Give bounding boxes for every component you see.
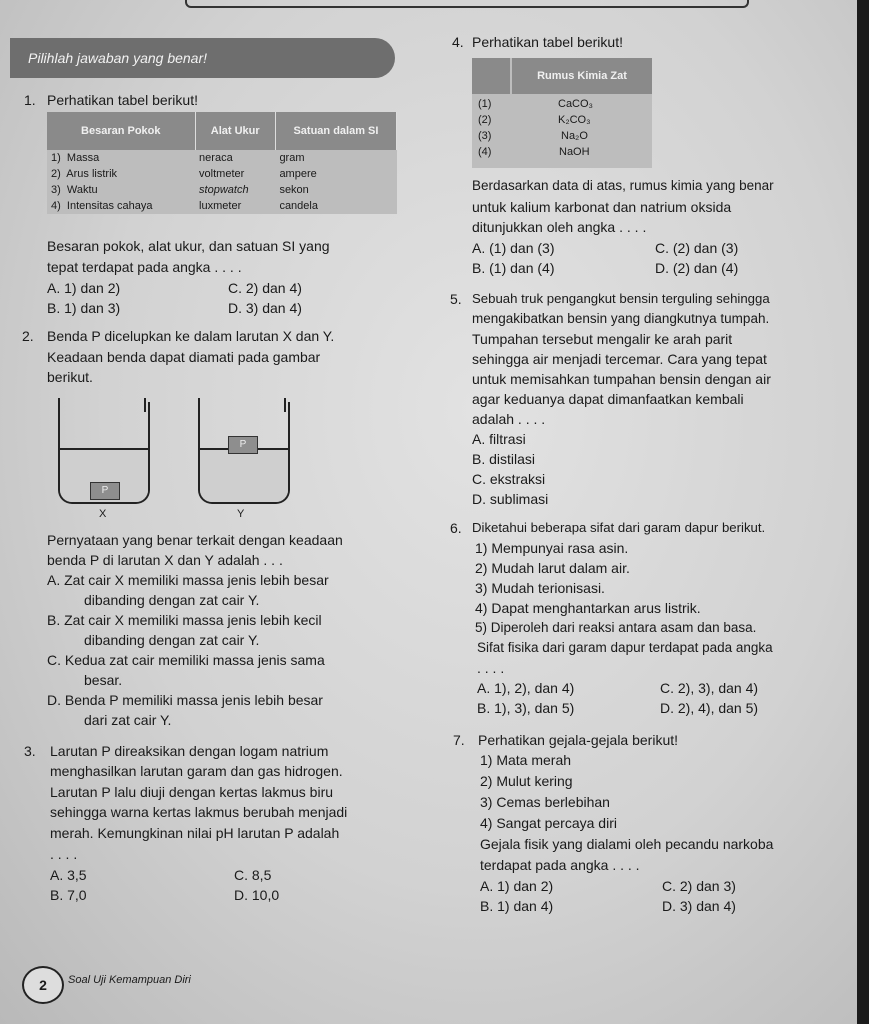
row-quantity: Waktu xyxy=(66,184,98,196)
table-row xyxy=(47,182,397,198)
row-num: 2) xyxy=(51,168,61,180)
q4-option-c[interactable]: C. (2) dan (3) xyxy=(655,240,739,256)
q3-number: 3. xyxy=(24,743,36,759)
q4-row-num-3: (3) xyxy=(478,130,492,142)
beaker-x-label: X xyxy=(99,508,107,520)
q6-item-4: 4) Dapat menghantarkan arus listrik. xyxy=(475,600,701,616)
q6-line-2: Sifat fisika dari garam dapur terdapat pada angka xyxy=(477,640,773,655)
q5-line-6: agar keduanya dapat dimanfaatkan kembali xyxy=(472,391,744,407)
q1-stem-1: Besaran pokok, alat ukur, dan satuan SI yang xyxy=(47,238,330,254)
row-quantity: Intensitas cahaya xyxy=(66,200,153,212)
q3-line-2: menghasilkan larutan garam dan gas hidrogen. xyxy=(50,763,343,779)
q7-item-1: 1) Mata merah xyxy=(480,752,572,768)
q7-number: 7. xyxy=(453,732,465,748)
q2-option-a-cont: dibanding dengan zat cair Y. xyxy=(84,592,260,608)
q6-option-a[interactable]: A. 1), 2), dan 4) xyxy=(477,680,575,696)
q2-option-b[interactable]: B. Zat cair X memiliki massa jenis lebih kecil xyxy=(47,612,322,628)
row-quantity: Arus listrik xyxy=(66,168,118,180)
q1-option-d[interactable]: D. 3) dan 4) xyxy=(228,300,302,316)
q2-number: 2. xyxy=(22,328,34,344)
q4-line-1: Berdasarkan data di atas, rumus kimia yang benar xyxy=(472,178,774,193)
q4-row-formula-3: Na₂O xyxy=(561,130,588,142)
q7-option-a[interactable]: A. 1) dan 2) xyxy=(480,878,554,894)
q2-option-c-cont: besar. xyxy=(84,672,123,688)
q6-item-3: 3) Mudah terionisasi. xyxy=(475,580,605,596)
q1-th-2: Alat Ukur xyxy=(195,112,275,150)
q2-option-b-cont: dibanding dengan zat cair Y. xyxy=(84,632,260,648)
row-num: 1) xyxy=(51,152,61,164)
q6-option-d[interactable]: D. 2), 4), dan 5) xyxy=(660,700,759,716)
q1-th-1: Besaran Pokok xyxy=(47,112,195,150)
q5-line-3: Tumpahan tersebut mengalir ke arah parit xyxy=(472,331,733,347)
beaker-y-label: Y xyxy=(237,508,245,520)
q5-line-5: untuk memisahkan tumpahan bensin dengan air xyxy=(472,371,771,387)
q1-table xyxy=(47,112,397,214)
q2-stem-1: Pernyataan yang benar terkait dengan keadaan xyxy=(47,532,343,548)
row-unit: candela xyxy=(275,198,396,214)
row-num: 3) xyxy=(51,184,61,196)
table-row xyxy=(47,166,397,182)
table-row xyxy=(47,150,397,166)
q4-number: 4. xyxy=(452,34,464,50)
q6-option-c[interactable]: C. 2), 3), dan 4) xyxy=(660,680,759,696)
q6-item-2: 2) Mudah larut dalam air. xyxy=(475,560,630,576)
block-p-floating: P xyxy=(228,436,258,454)
q7-item-3: 3) Cemas berlebihan xyxy=(480,794,610,810)
q5-line-2: mengakibatkan bensin yang diangkutnya tumpah. xyxy=(472,311,770,326)
q2-option-a[interactable]: A. Zat cair X memiliki massa jenis lebih besar xyxy=(47,572,329,588)
q2-option-d[interactable]: D. Benda P memiliki massa jenis lebih besar xyxy=(47,692,323,708)
q5-option-a[interactable]: A. filtrasi xyxy=(472,431,526,447)
q3-option-b[interactable]: B. 7,0 xyxy=(50,887,87,903)
q1-stem-2: tepat terdapat pada angka . . . . xyxy=(47,259,242,275)
q1-option-c[interactable]: C. 2) dan 4) xyxy=(228,280,302,296)
q4-row-formula-2: K₂CO₃ xyxy=(558,114,591,126)
q6-number: 6. xyxy=(450,520,462,536)
q6-option-b[interactable]: B. 1), 3), dan 5) xyxy=(477,700,575,716)
q7-option-b[interactable]: B. 1) dan 4) xyxy=(480,898,554,914)
q4-row-num-1: (1) xyxy=(478,98,492,110)
beaker-y xyxy=(198,402,290,504)
row-quantity: Massa xyxy=(66,152,100,164)
q5-number: 5. xyxy=(450,291,462,307)
footer-title: Soal Uji Kemampuan Diri xyxy=(68,974,191,986)
q1-option-b[interactable]: B. 1) dan 3) xyxy=(47,300,121,316)
row-unit: gram xyxy=(275,150,396,166)
q7-item-4: 4) Sangat percaya diri xyxy=(480,815,617,831)
q3-option-d[interactable]: D. 10,0 xyxy=(234,887,280,903)
q1-option-a[interactable]: A. 1) dan 2) xyxy=(47,280,121,296)
q5-line-1: Sebuah truk pengangkut bensin terguling sehingga xyxy=(472,291,770,306)
page-top-edge xyxy=(185,0,749,8)
q2-option-d-cont: dari zat cair Y. xyxy=(84,712,172,728)
q6-item-1: 1) Mempunyai rasa asin. xyxy=(475,540,629,556)
q2-line-1: Benda P dicelupkan ke dalam larutan X dan Y. xyxy=(47,328,335,344)
q6-line-1: Diketahui beberapa sifat dari garam dapur berikut. xyxy=(472,520,766,535)
q4-table-header: Rumus Kimia Zat xyxy=(512,58,652,94)
q7-line-1: Perhatikan gejala-gejala berikut! xyxy=(478,732,679,748)
q7-option-c[interactable]: C. 2) dan 3) xyxy=(662,878,736,894)
liquid-y xyxy=(200,448,288,502)
row-num: 4) xyxy=(51,200,61,212)
q7-line-2: Gejala fisik yang dialami oleh pecandu narkoba xyxy=(480,836,774,852)
q6-item-5: 5) Diperoleh dari reaksi antara asam dan basa. xyxy=(475,620,757,635)
q5-line-4: sehingga air menjadi tercemar. Cara yang tepat xyxy=(472,351,767,367)
row-tool: neraca xyxy=(195,150,275,166)
q4-row-formula-1: CaCO₃ xyxy=(558,98,594,110)
q3-line-4: sehingga warna kertas lakmus berubah menjadi xyxy=(50,804,348,820)
q4-table-corner xyxy=(472,58,510,94)
q7-option-d[interactable]: D. 3) dan 4) xyxy=(662,898,736,914)
q4-row-num-2: (2) xyxy=(478,114,492,126)
q5-option-c[interactable]: C. ekstraksi xyxy=(472,471,546,487)
row-tool: voltmeter xyxy=(195,166,275,182)
q3-option-a[interactable]: A. 3,5 xyxy=(50,867,87,883)
q4-table xyxy=(472,58,652,168)
row-tool: luxmeter xyxy=(195,198,275,214)
q7-line-3: terdapat pada angka . . . . xyxy=(480,857,640,873)
row-unit: sekon xyxy=(275,182,396,198)
page-number-badge: 2 xyxy=(22,966,64,1004)
q7-item-2: 2) Mulut kering xyxy=(480,773,573,789)
q4-line-3: ditunjukkan oleh angka . . . . xyxy=(472,219,647,235)
banner-text: Pilihlah jawaban yang benar! xyxy=(28,50,208,66)
table-row xyxy=(47,198,397,214)
q2-line-3: berikut. xyxy=(47,369,93,385)
q3-option-c[interactable]: C. 8,5 xyxy=(234,867,272,883)
q1-th-3: Satuan dalam SI xyxy=(275,112,396,150)
q4-line-2: untuk kalium karbonat dan natrium oksida xyxy=(472,199,732,215)
q4-option-a[interactable]: A. (1) dan (3) xyxy=(472,240,555,256)
q4-row-formula-4: NaOH xyxy=(559,146,590,158)
q4-text: Perhatikan tabel berikut! xyxy=(472,34,623,50)
q6-line-3: . . . . xyxy=(477,660,505,676)
q5-option-d[interactable]: D. sublimasi xyxy=(472,491,549,507)
q1-number: 1. xyxy=(24,92,36,108)
q3-line-5: merah. Kemungkinan nilai pH larutan P adalah xyxy=(50,825,340,841)
q4-option-d[interactable]: D. (2) dan (4) xyxy=(655,260,739,276)
q4-row-num-4: (4) xyxy=(478,146,492,158)
block-p-sunk: P xyxy=(90,482,120,500)
q2-option-c[interactable]: C. Kedua zat cair memiliki massa jenis sama xyxy=(47,652,325,668)
q2-stem-2: benda P di larutan X dan Y adalah . . . xyxy=(47,552,283,568)
q5-option-b[interactable]: B. distilasi xyxy=(472,451,536,467)
beaker-x xyxy=(58,402,150,504)
q3-line-1: Larutan P direaksikan dengan logam natrium xyxy=(50,743,329,759)
q3-line-3: Larutan P lalu diuji dengan kertas lakmus biru xyxy=(50,784,334,800)
q3-line-6: . . . . xyxy=(50,846,78,862)
q2-line-2: Keadaan benda dapat diamati pada gambar xyxy=(47,349,321,365)
page-right-edge xyxy=(857,0,869,1024)
row-tool: stopwatch xyxy=(195,182,275,198)
instruction-banner xyxy=(10,38,395,78)
q4-option-b[interactable]: B. (1) dan (4) xyxy=(472,260,555,276)
q5-line-7: adalah . . . . xyxy=(472,411,546,427)
q1-text: Perhatikan tabel berikut! xyxy=(47,92,198,108)
row-unit: ampere xyxy=(275,166,396,182)
